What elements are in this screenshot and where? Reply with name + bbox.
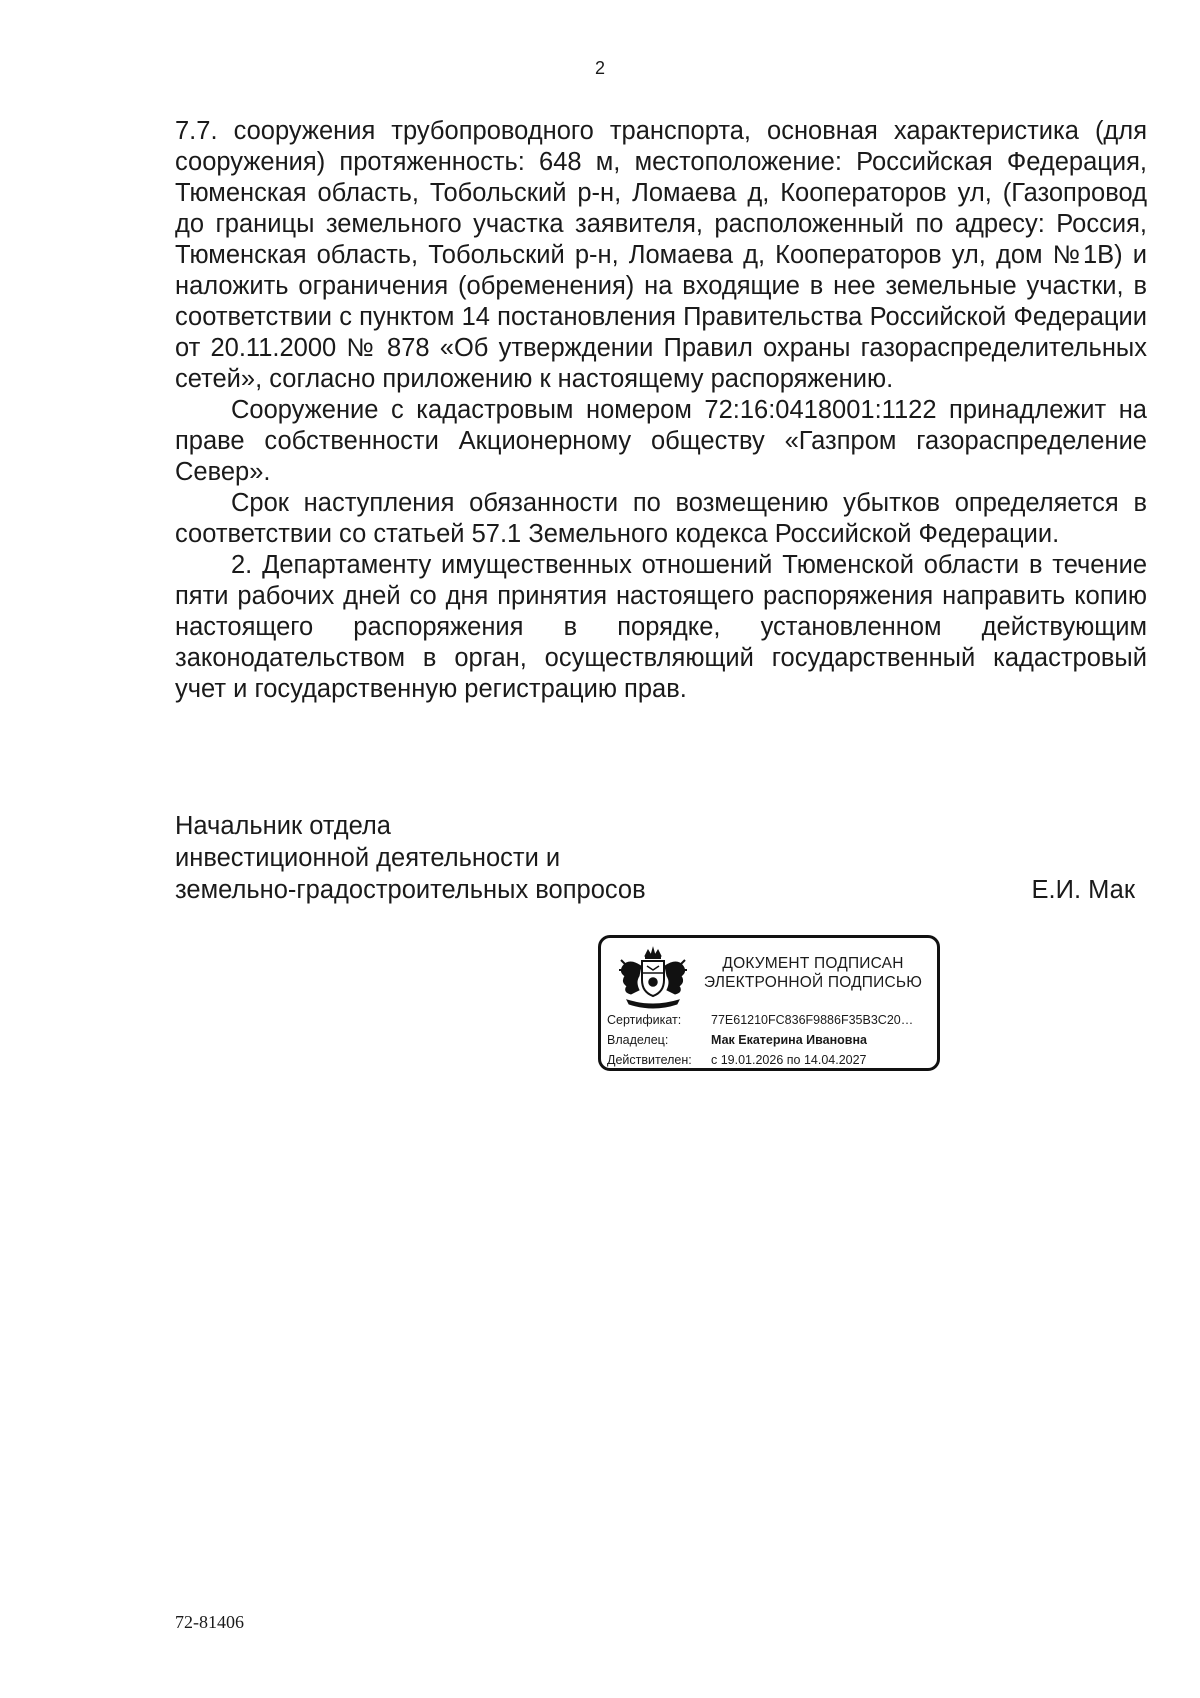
signer-position-line: земельно-градостроительных вопросов [175, 876, 646, 904]
validity-value: с 19.01.2026 по 14.04.2027 [711, 1053, 867, 1067]
signer-name: Е.И. Мак [1031, 876, 1135, 904]
stamp-row-validity [607, 1050, 937, 1070]
stamp-title [695, 954, 931, 992]
signature-block [175, 810, 1135, 906]
paragraph-item-2: 2. Департаменту имущественных отношений Тюменской области в течение пяти рабочих дней со дня принятия настоящего распоряжения направить копию настоящего распоряжения в порядке, установленном действующим законодательством в орган, осуществляющий государственный кадастровый учет и государственную регистрацию прав. [175, 551, 1147, 703]
paragraph-compensation: Срок наступления обязанности по возмещению убытков определяется в соответствии со статьей 57.1 Земельного кодекса Российской Федерации. [175, 489, 1147, 548]
stamp-label: Владелец: [607, 1033, 669, 1047]
stamp-row-certificate [607, 1010, 937, 1030]
owner-value: Мак Екатерина Ивановна [711, 1033, 867, 1047]
stamp-title-line: ДОКУМЕНТ ПОДПИСАН [722, 955, 904, 972]
paragraph-ownership: Сооружение с кадастровым номером 72:16:0418001:1122 принадлежит на праве собственности Акционерному обществу «Газпром газораспределение Север». [175, 396, 1147, 486]
document-code: 72-81406 [175, 1612, 244, 1632]
coat-of-arms-icon [613, 946, 693, 1010]
paragraph-7-7: 7.7. сооружения трубопроводного транспорта, основная характеристика (для сооружения) протяженность: 648 м, местоположение: Российская Федерация, Тюменская область, Тобольский р-н, Ломаева д, Кооператоров ул, (Газопровод до границы земельного участка заявителя, расположенный по адресу: Россия, Тюменская область, Тобольский р-н, Ломаева д, Кооператоров ул, дом №1В) и наложить ограничения (обременения) на входящие в нее земельные участки, в соответствии с пунктом 14 постановления Правительства Российской Федерации от 20.11.2000 № 878 «Об утверждении Правил охраны газораспределительных сетей», согласно приложению к настоящему распоряжению. [175, 117, 1147, 393]
signer-position-line: инвестиционной деятельности и [175, 844, 561, 872]
electronic-signature-stamp [598, 935, 940, 1071]
stamp-title-line: ЭЛЕКТРОННОЙ ПОДПИСЬЮ [703, 974, 923, 991]
stamp-label: Действителен: [607, 1053, 692, 1067]
document-body [175, 116, 1147, 705]
stamp-label: Сертификат: [607, 1013, 682, 1027]
certificate-value: 77E61210FC836F9886F35B3C20… [711, 1013, 914, 1027]
stamp-details [607, 1010, 937, 1070]
signer-position-line: Начальник отдела [175, 812, 391, 840]
stamp-row-owner [607, 1030, 937, 1050]
page-number: 2 [594, 58, 605, 78]
